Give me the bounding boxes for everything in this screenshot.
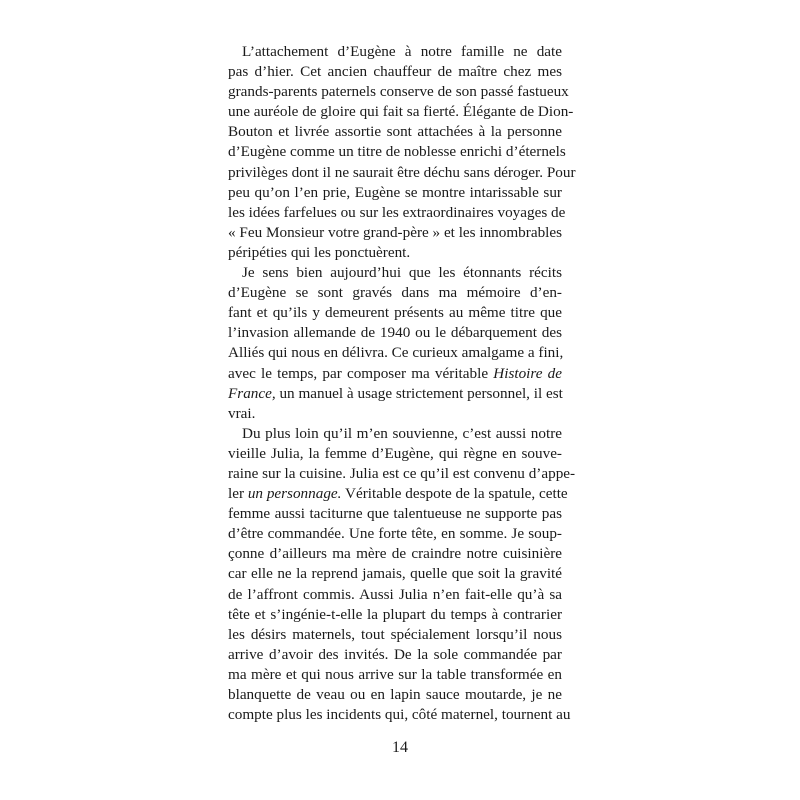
text-line: d’Eugène comme un titre de noblesse enrichi d’éternels [228, 143, 566, 161]
text-line: compte plus les incidents qui, côté maternel, tournent au [228, 706, 571, 724]
text-line: Alliés qui nous en délivra. Ce curieux amalgame a fini, [228, 344, 564, 362]
text-line: l’invasion allemande de 1940 ou le débarquement des [228, 324, 562, 342]
text-line: Bouton et livrée assortie sont attachées à la personne [228, 123, 562, 141]
text-line: ma mère et qui nous arrive sur la table transformée en [228, 665, 562, 683]
text-line: raine sur la cuisine. Julia est ce qu’il est convenu d’appe- [228, 464, 576, 482]
paragraph-1 [228, 42, 576, 263]
text-line: çonne d’ailleurs ma mère de craindre notre cuisinière [228, 545, 562, 563]
text-line: d’Eugène se sont gravés dans ma mémoire d’en- [228, 284, 562, 302]
paragraph-2 [228, 263, 562, 424]
text-line [228, 384, 562, 404]
text-line: Je sens bien aujourd’hui que les étonnants récits [242, 264, 562, 282]
text-line: arrive d’avoir des invités. De la sole commandée par [228, 645, 562, 663]
text-line: pas d’hier. Cet ancien chauffeur de maître chez mes [228, 63, 562, 81]
text-line: car elle ne la reprend jamais, quelle que soit la gravité [228, 565, 562, 583]
text-line: grands-parents paternels conserve de son passé fastueux [228, 83, 569, 101]
text-line: fant et qu’ils y demeurent présents au même titre que [228, 304, 562, 322]
text-line: « Feu Monsieur votre grand-père » et les innombrables [228, 223, 563, 241]
text-line: tête et s’ingénie-t-elle la plupart du temps à contrarier [228, 605, 562, 623]
text-segment: avec le temps, par composer ma véritable [228, 364, 494, 382]
text-segment: Véritable despote de la spatule, cette [341, 485, 568, 503]
text-segment: ler [228, 485, 248, 503]
text-line: vieille Julia, la femme d’Eugène, qui règne en souve- [228, 444, 562, 462]
page-number: 14 [392, 739, 408, 756]
text-line: blanquette de veau ou en lapin sauce moutarde, je ne [228, 686, 562, 703]
body-text [228, 42, 576, 725]
book-title-italic: Histoire de [493, 364, 562, 382]
text-line: d’être commandée. Une forte tête, en somme. Je soup- [228, 525, 562, 543]
emphasis-italic: un personnage. [247, 485, 342, 503]
text-line: peu qu’on l’en prie, Eugène se montre intarissable sur [228, 183, 562, 201]
paragraph-3 [228, 424, 576, 725]
text-line: péripéties qui les ponctuèrent. [228, 243, 411, 261]
text-line [228, 364, 562, 384]
text-line: privilèges dont il ne saurait être déchu sans déroger. Pour [228, 163, 576, 181]
text-line: femme aussi taciturne que talentueuse ne supporte pas [228, 505, 562, 523]
text-line [228, 484, 568, 504]
text-line: une auréole de gloire qui fait sa fierté. Élégante de Dion- [228, 103, 574, 121]
text-line: vrai. [228, 404, 256, 422]
text-line: L’attachement d’Eugène à notre famille ne date [242, 43, 562, 60]
text-line: de l’affront commis. Aussi Julia n’en fait-elle qu’à sa [228, 585, 562, 603]
text-line: les désirs maternels, tout spécialement lorsqu’il nous [228, 625, 562, 643]
text-line: Du plus loin qu’il m’en souvienne, c’est aussi notre [242, 424, 562, 442]
book-title-italic: France, [228, 384, 276, 402]
text-line: les idées farfelues ou sur les extraordinaires voyages de [228, 203, 566, 221]
text-segment: un manuel à usage strictement personnel, il est [275, 384, 563, 402]
